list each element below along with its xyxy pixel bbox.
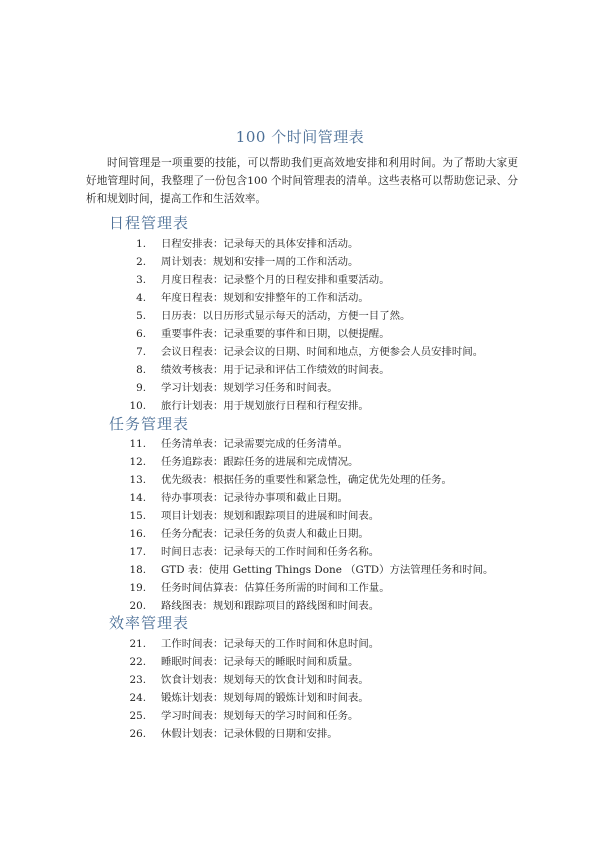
item-number: 15. bbox=[129, 510, 146, 522]
item-number: 10. bbox=[129, 400, 146, 412]
item-text: 优先级表：根据任务的重要性和紧急性，确定优先处理的任务。 bbox=[161, 474, 452, 486]
item-text: GTD 表：使用 Getting Things Done （GTD）方法管理任务和时间。 bbox=[161, 564, 494, 576]
item-text: 时间日志表：记录每天的工作时间和任务名称。 bbox=[161, 546, 380, 558]
item-text: 饮食计划表：规划每天的饮食计划和时间表。 bbox=[161, 674, 369, 686]
document-title: 100 个时间管理表 bbox=[235, 128, 365, 146]
item-number: 14. bbox=[129, 492, 146, 504]
item-number: 23. bbox=[129, 674, 146, 686]
item-number: 13. bbox=[129, 474, 146, 486]
item-text: 锻炼计划表：规划每周的锻炼计划和时间表。 bbox=[161, 692, 369, 704]
intro-paragraph: 时间管理是一项重要的技能，可以帮助我们更高效地安排和利用时间。为了帮助大家更好地管理时间，我整理了一份包含100 个时间管理表的清单。这些表格可以帮助您记录、分析和规划时间，提高工作和生活效率。 bbox=[86, 157, 518, 205]
item-number: 5. bbox=[136, 310, 146, 322]
item-text: 路线图表：规划和跟踪项目的路线图和时间表。 bbox=[161, 600, 380, 612]
item-number: 3. bbox=[136, 274, 146, 286]
item-text: 年度日程表：规划和安排整年的工作和活动。 bbox=[161, 292, 369, 304]
item-number: 11. bbox=[129, 438, 146, 450]
item-text: 重要事件表：记录重要的事件和日期，以便提醒。 bbox=[161, 328, 390, 340]
item-number: 1. bbox=[136, 238, 146, 250]
section-heading-tasks: 任务管理表 bbox=[109, 415, 190, 433]
item-number: 26. bbox=[129, 728, 146, 740]
item-text: 学习时间表：规划每天的学习时间和任务。 bbox=[161, 710, 359, 722]
section-heading-schedule: 日程管理表 bbox=[109, 214, 190, 232]
item-text: 项目计划表：规划和跟踪项目的进展和时间表。 bbox=[161, 510, 380, 522]
item-number: 25. bbox=[129, 710, 146, 722]
item-text: 日程安排表：记录每天的具体安排和活动。 bbox=[161, 238, 359, 250]
item-text: 学习计划表：规划学习任务和时间表。 bbox=[161, 382, 338, 394]
item-number: 6. bbox=[136, 328, 146, 340]
item-text: 任务时间估算表：估算任务所需的时间和工作量。 bbox=[161, 582, 390, 594]
item-number: 20. bbox=[129, 600, 146, 612]
item-number: 18. bbox=[129, 564, 146, 576]
item-number: 8. bbox=[136, 364, 146, 376]
section-heading-efficiency: 效率管理表 bbox=[109, 614, 190, 632]
item-number: 19. bbox=[129, 582, 146, 594]
item-text: 日历表：以日历形式显示每天的活动，方便一目了然。 bbox=[161, 310, 411, 322]
item-text: 任务清单表：记录需要完成的任务清单。 bbox=[161, 438, 349, 450]
item-text: 工作时间表：记录每天的工作时间和休息时间。 bbox=[161, 638, 380, 650]
item-text: 旅行计划表：用于规划旅行日程和行程安排。 bbox=[161, 400, 369, 412]
item-number: 22. bbox=[129, 656, 146, 668]
item-text: 休假计划表：记录休假的日期和安排。 bbox=[161, 728, 338, 740]
item-text: 睡眠时间表：记录每天的睡眠时间和质量。 bbox=[161, 656, 359, 668]
item-number: 9. bbox=[136, 382, 146, 394]
item-text: 待办事项表：记录待办事项和截止日期。 bbox=[161, 492, 349, 504]
item-text: 任务追踪表：跟踪任务的进展和完成情况。 bbox=[161, 456, 359, 468]
item-number: 16. bbox=[129, 528, 146, 540]
item-text: 周计划表：规划和安排一周的工作和活动。 bbox=[161, 256, 359, 268]
item-text: 月度日程表：记录整个月的日程安排和重要活动。 bbox=[161, 274, 390, 286]
item-number: 24. bbox=[129, 692, 146, 704]
item-number: 17. bbox=[129, 546, 146, 558]
item-text: 会议日程表：记录会议的日期、时间和地点，方便参会人员安排时间。 bbox=[161, 346, 484, 358]
item-number: 7. bbox=[136, 346, 146, 358]
item-number: 2. bbox=[136, 256, 146, 268]
item-number: 21. bbox=[129, 638, 146, 650]
item-number: 4. bbox=[136, 292, 146, 304]
item-text: 绩效考核表：用于记录和评估工作绩效的时间表。 bbox=[161, 364, 390, 376]
item-number: 12. bbox=[129, 456, 146, 468]
item-text: 任务分配表：记录任务的负责人和截止日期。 bbox=[161, 528, 369, 540]
